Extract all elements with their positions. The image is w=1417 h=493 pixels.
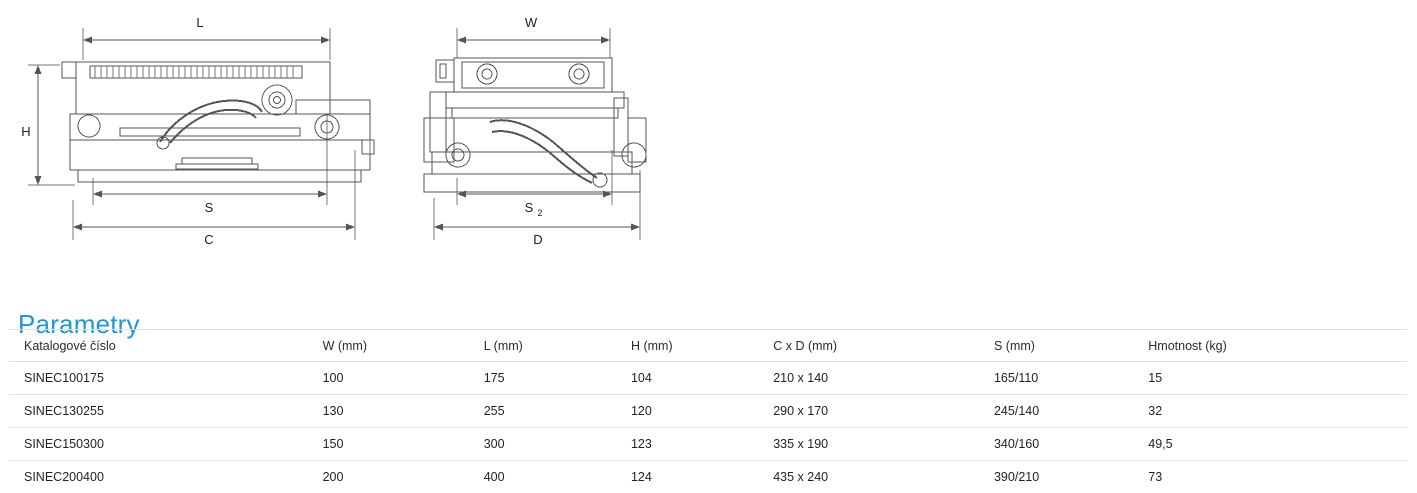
column-header-code: Katalogové číslo: [9, 330, 323, 362]
table-body: [9, 362, 1407, 493]
table-row: [9, 428, 1407, 461]
cell-s: 340/160: [994, 428, 1148, 461]
column-header-weight: Hmotnost (kg): [1148, 330, 1407, 362]
cell-weight: 32: [1148, 395, 1407, 428]
cell-w: 130: [323, 395, 484, 428]
table-row: [9, 461, 1407, 493]
label-S2: S: [525, 200, 534, 215]
label-C: C: [204, 232, 213, 247]
cell-s: 245/140: [994, 395, 1148, 428]
parameters-table: [9, 329, 1407, 493]
dim-W: [457, 28, 610, 58]
label-S: S: [205, 200, 214, 215]
column-header-l: L (mm): [484, 330, 631, 362]
cell-h: 124: [631, 461, 773, 493]
cell-h: 123: [631, 428, 773, 461]
cell-h: 120: [631, 395, 773, 428]
cell-code: SINEC130255: [9, 395, 323, 428]
cell-weight: 15: [1148, 362, 1407, 395]
cell-w: 100: [323, 362, 484, 395]
dim-S2: [457, 150, 612, 205]
cell-w: 150: [323, 428, 484, 461]
cell-cd: 210 x 140: [773, 362, 994, 395]
cell-l: 255: [484, 395, 631, 428]
label-L: L: [196, 15, 203, 30]
cell-s: 165/110: [994, 362, 1148, 395]
cell-w: 200: [323, 461, 484, 493]
table-header-row: [9, 330, 1407, 362]
dim-H: [28, 65, 75, 185]
dim-L: [83, 28, 330, 60]
cell-weight: 49,5: [1148, 428, 1407, 461]
label-D: D: [533, 232, 542, 247]
cell-code: SINEC150300: [9, 428, 323, 461]
label-W: W: [525, 15, 538, 30]
parameters-table-wrapper: [0, 329, 1417, 493]
cell-cd: 335 x 190: [773, 428, 994, 461]
column-header-s: S (mm): [994, 330, 1148, 362]
cell-code: SINEC200400: [9, 461, 323, 493]
column-header-cd: C x D (mm): [773, 330, 994, 362]
cell-code: SINEC100175: [9, 362, 323, 395]
dim-D: [434, 170, 640, 240]
table-row: [9, 395, 1407, 428]
column-header-h: H (mm): [631, 330, 773, 362]
page-title: Parametry: [18, 309, 140, 340]
cell-h: 104: [631, 362, 773, 395]
cell-cd: 435 x 240: [773, 461, 994, 493]
label-S2-subscript: 2: [537, 208, 542, 218]
cell-s: 390/210: [994, 461, 1148, 493]
column-header-w: W (mm): [323, 330, 484, 362]
cell-cd: 290 x 170: [773, 395, 994, 428]
cell-l: 300: [484, 428, 631, 461]
table-header: [9, 330, 1407, 362]
cell-l: 400: [484, 461, 631, 493]
table-row: [9, 362, 1407, 395]
cell-l: 175: [484, 362, 631, 395]
label-H: H: [21, 124, 30, 139]
cell-weight: 73: [1148, 461, 1407, 493]
